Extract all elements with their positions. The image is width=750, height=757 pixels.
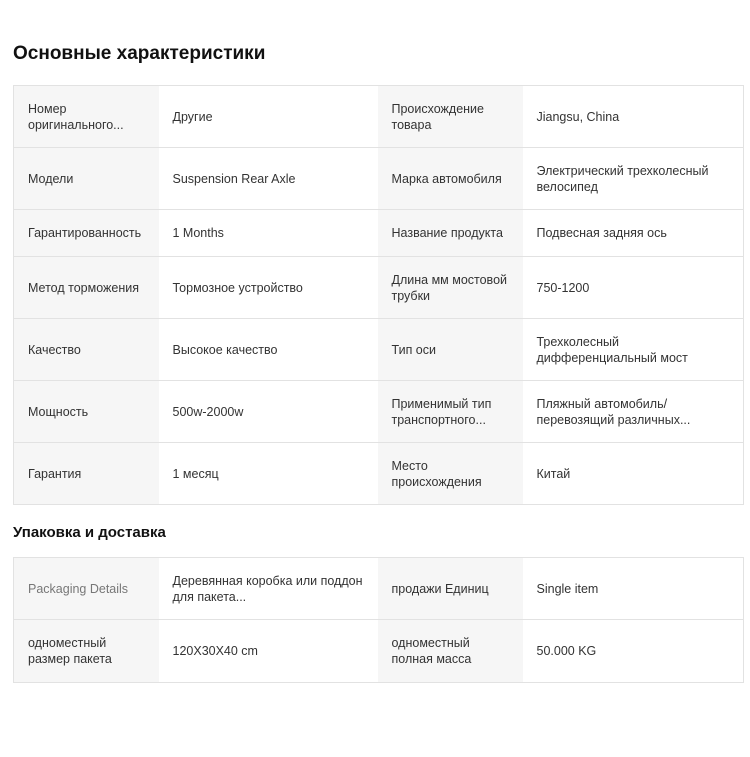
spec-label: одноместный полная масса bbox=[378, 620, 523, 683]
spec-label: Тип оси bbox=[378, 319, 523, 381]
spec-label: Гарантированность bbox=[14, 210, 159, 257]
spec-label: Применимый тип транспортного... bbox=[378, 381, 523, 443]
spec-value: 1 месяц bbox=[159, 443, 378, 505]
spec-label: Метод торможения bbox=[14, 257, 159, 319]
spec-value: Подвесная задняя ось bbox=[523, 210, 744, 257]
spec-value: Jiangsu, China bbox=[523, 86, 744, 148]
spec-label: одноместный размер пакета bbox=[14, 620, 159, 683]
spec-value: Китай bbox=[523, 443, 744, 505]
table-row bbox=[14, 443, 744, 505]
spec-label: Номер оригинального... bbox=[14, 86, 159, 148]
table-row bbox=[14, 620, 744, 683]
spec-value: Single item bbox=[523, 558, 744, 620]
spec-label: Мощность bbox=[14, 381, 159, 443]
main-specs-title: Основные характеристики bbox=[13, 43, 266, 64]
spec-label: Длина мм мостовой трубки bbox=[378, 257, 523, 319]
spec-label: Происхождение товара bbox=[378, 86, 523, 148]
main-specs-table bbox=[13, 85, 744, 505]
spec-value: Деревянная коробка или поддон для пакета... bbox=[159, 558, 378, 620]
spec-value: Электрический трехколесный велосипед bbox=[523, 148, 744, 210]
table-row bbox=[14, 319, 744, 381]
spec-label: Packaging Details bbox=[14, 558, 159, 620]
spec-value: Трехколесный дифференциальный мост bbox=[523, 319, 744, 381]
table-row bbox=[14, 257, 744, 319]
table-row bbox=[14, 86, 744, 148]
packaging-title: Упаковка и доставка bbox=[13, 524, 166, 541]
spec-label: Марка автомобиля bbox=[378, 148, 523, 210]
table-row bbox=[14, 148, 744, 210]
packaging-table bbox=[13, 557, 744, 683]
spec-value: 750-1200 bbox=[523, 257, 744, 319]
spec-value: 120X30X40 cm bbox=[159, 620, 378, 683]
spec-label: Место происхождения bbox=[378, 443, 523, 505]
spec-value: Тормозное устройство bbox=[159, 257, 378, 319]
spec-label: продажи Единиц bbox=[378, 558, 523, 620]
spec-value: Пляжный автомобиль/ перевозящий различных... bbox=[523, 381, 744, 443]
spec-value: 500w-2000w bbox=[159, 381, 378, 443]
spec-label: Гарантия bbox=[14, 443, 159, 505]
table-row bbox=[14, 381, 744, 443]
spec-label: Качество bbox=[14, 319, 159, 381]
table-row bbox=[14, 558, 744, 620]
spec-value: Другие bbox=[159, 86, 378, 148]
spec-value: 50.000 KG bbox=[523, 620, 744, 683]
spec-value: 1 Months bbox=[159, 210, 378, 257]
spec-label: Модели bbox=[14, 148, 159, 210]
spec-value: Suspension Rear Axle bbox=[159, 148, 378, 210]
table-row bbox=[14, 210, 744, 257]
spec-value: Высокое качество bbox=[159, 319, 378, 381]
spec-label: Название продукта bbox=[378, 210, 523, 257]
